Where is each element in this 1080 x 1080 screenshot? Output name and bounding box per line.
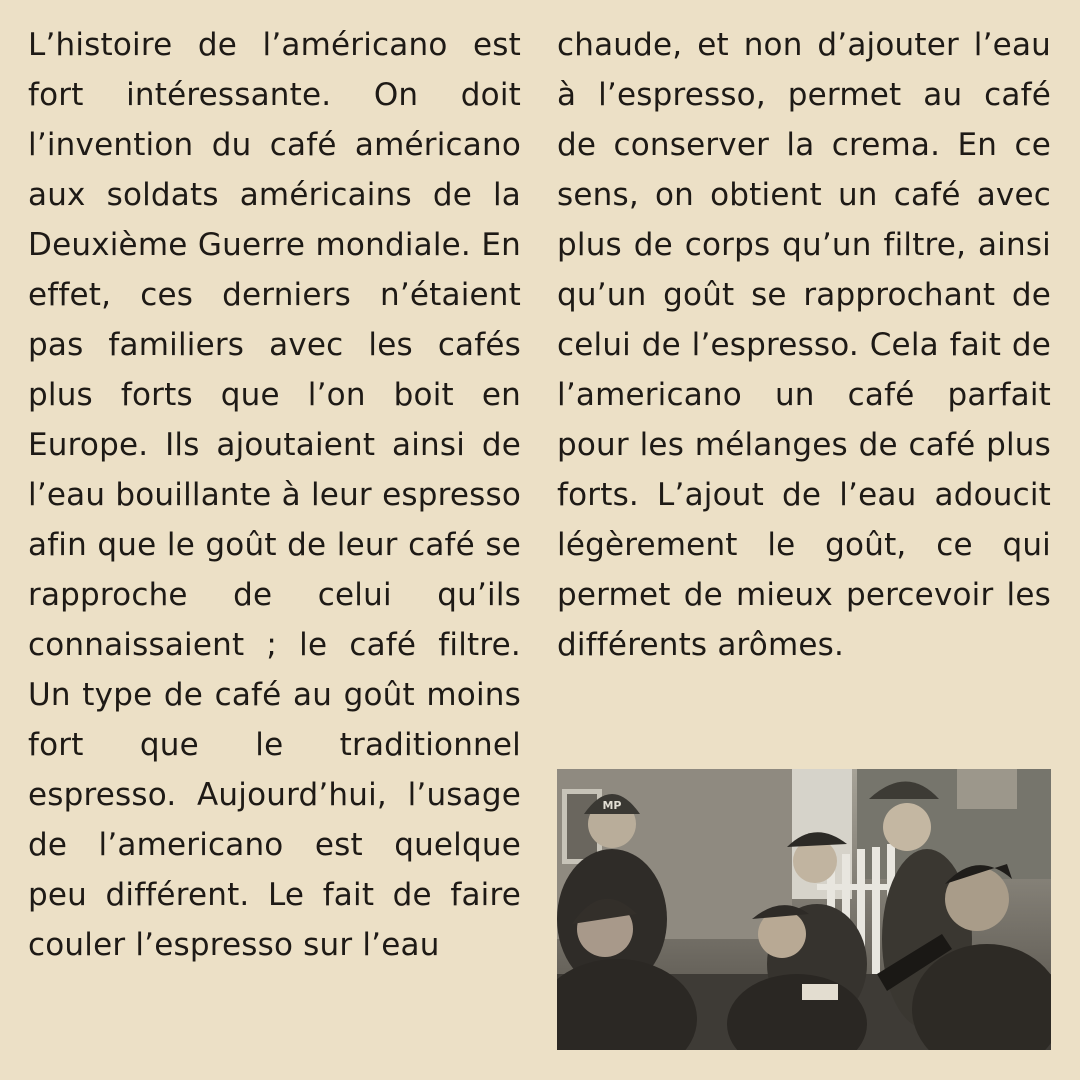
article-right-column — [557, 20, 1051, 670]
article-left-column — [28, 20, 521, 970]
helmet-mp-marking: MP — [602, 799, 622, 812]
historical-soldiers-photo — [557, 769, 1051, 1050]
article-text-right: chaude, et non d’ajouter l’eau à l’espresso, permet au café de conserver la crema. En ce sens, on obtient un café avec plus de corps qu’un filtre, ainsi qu’un goût se rapprochant de celui de l’espresso. Cela fait de l’americano un café parfait pour les mélanges de café plus forts. L’ajout de l’eau adoucit légèrement le goût, ce qui permet de mieux percevoir les différents arômes. — [557, 27, 1051, 663]
soldiers-drinking-coffee-illustration — [557, 769, 1051, 1050]
article-text-left: L’histoire de l’américano est fort intéressante. On doit l’invention du café américano aux soldats américains de la Deuxième Guerre mondiale. En effet, ces derniers n’étaient pas familiers avec les cafés plus forts que l’on boit en Europe. Ils ajoutaient ainsi de l’eau bouillante à leur espresso afin que le goût de leur café se rapproche de celui qu’ils connaissaient ; le café filtre. Un type de café au goût moins fort que le traditionnel espresso. Aujourd’hui, l’usage de l’americano est quelque peu différent. Le fait de faire couler l’espresso sur l’eau — [28, 27, 521, 963]
